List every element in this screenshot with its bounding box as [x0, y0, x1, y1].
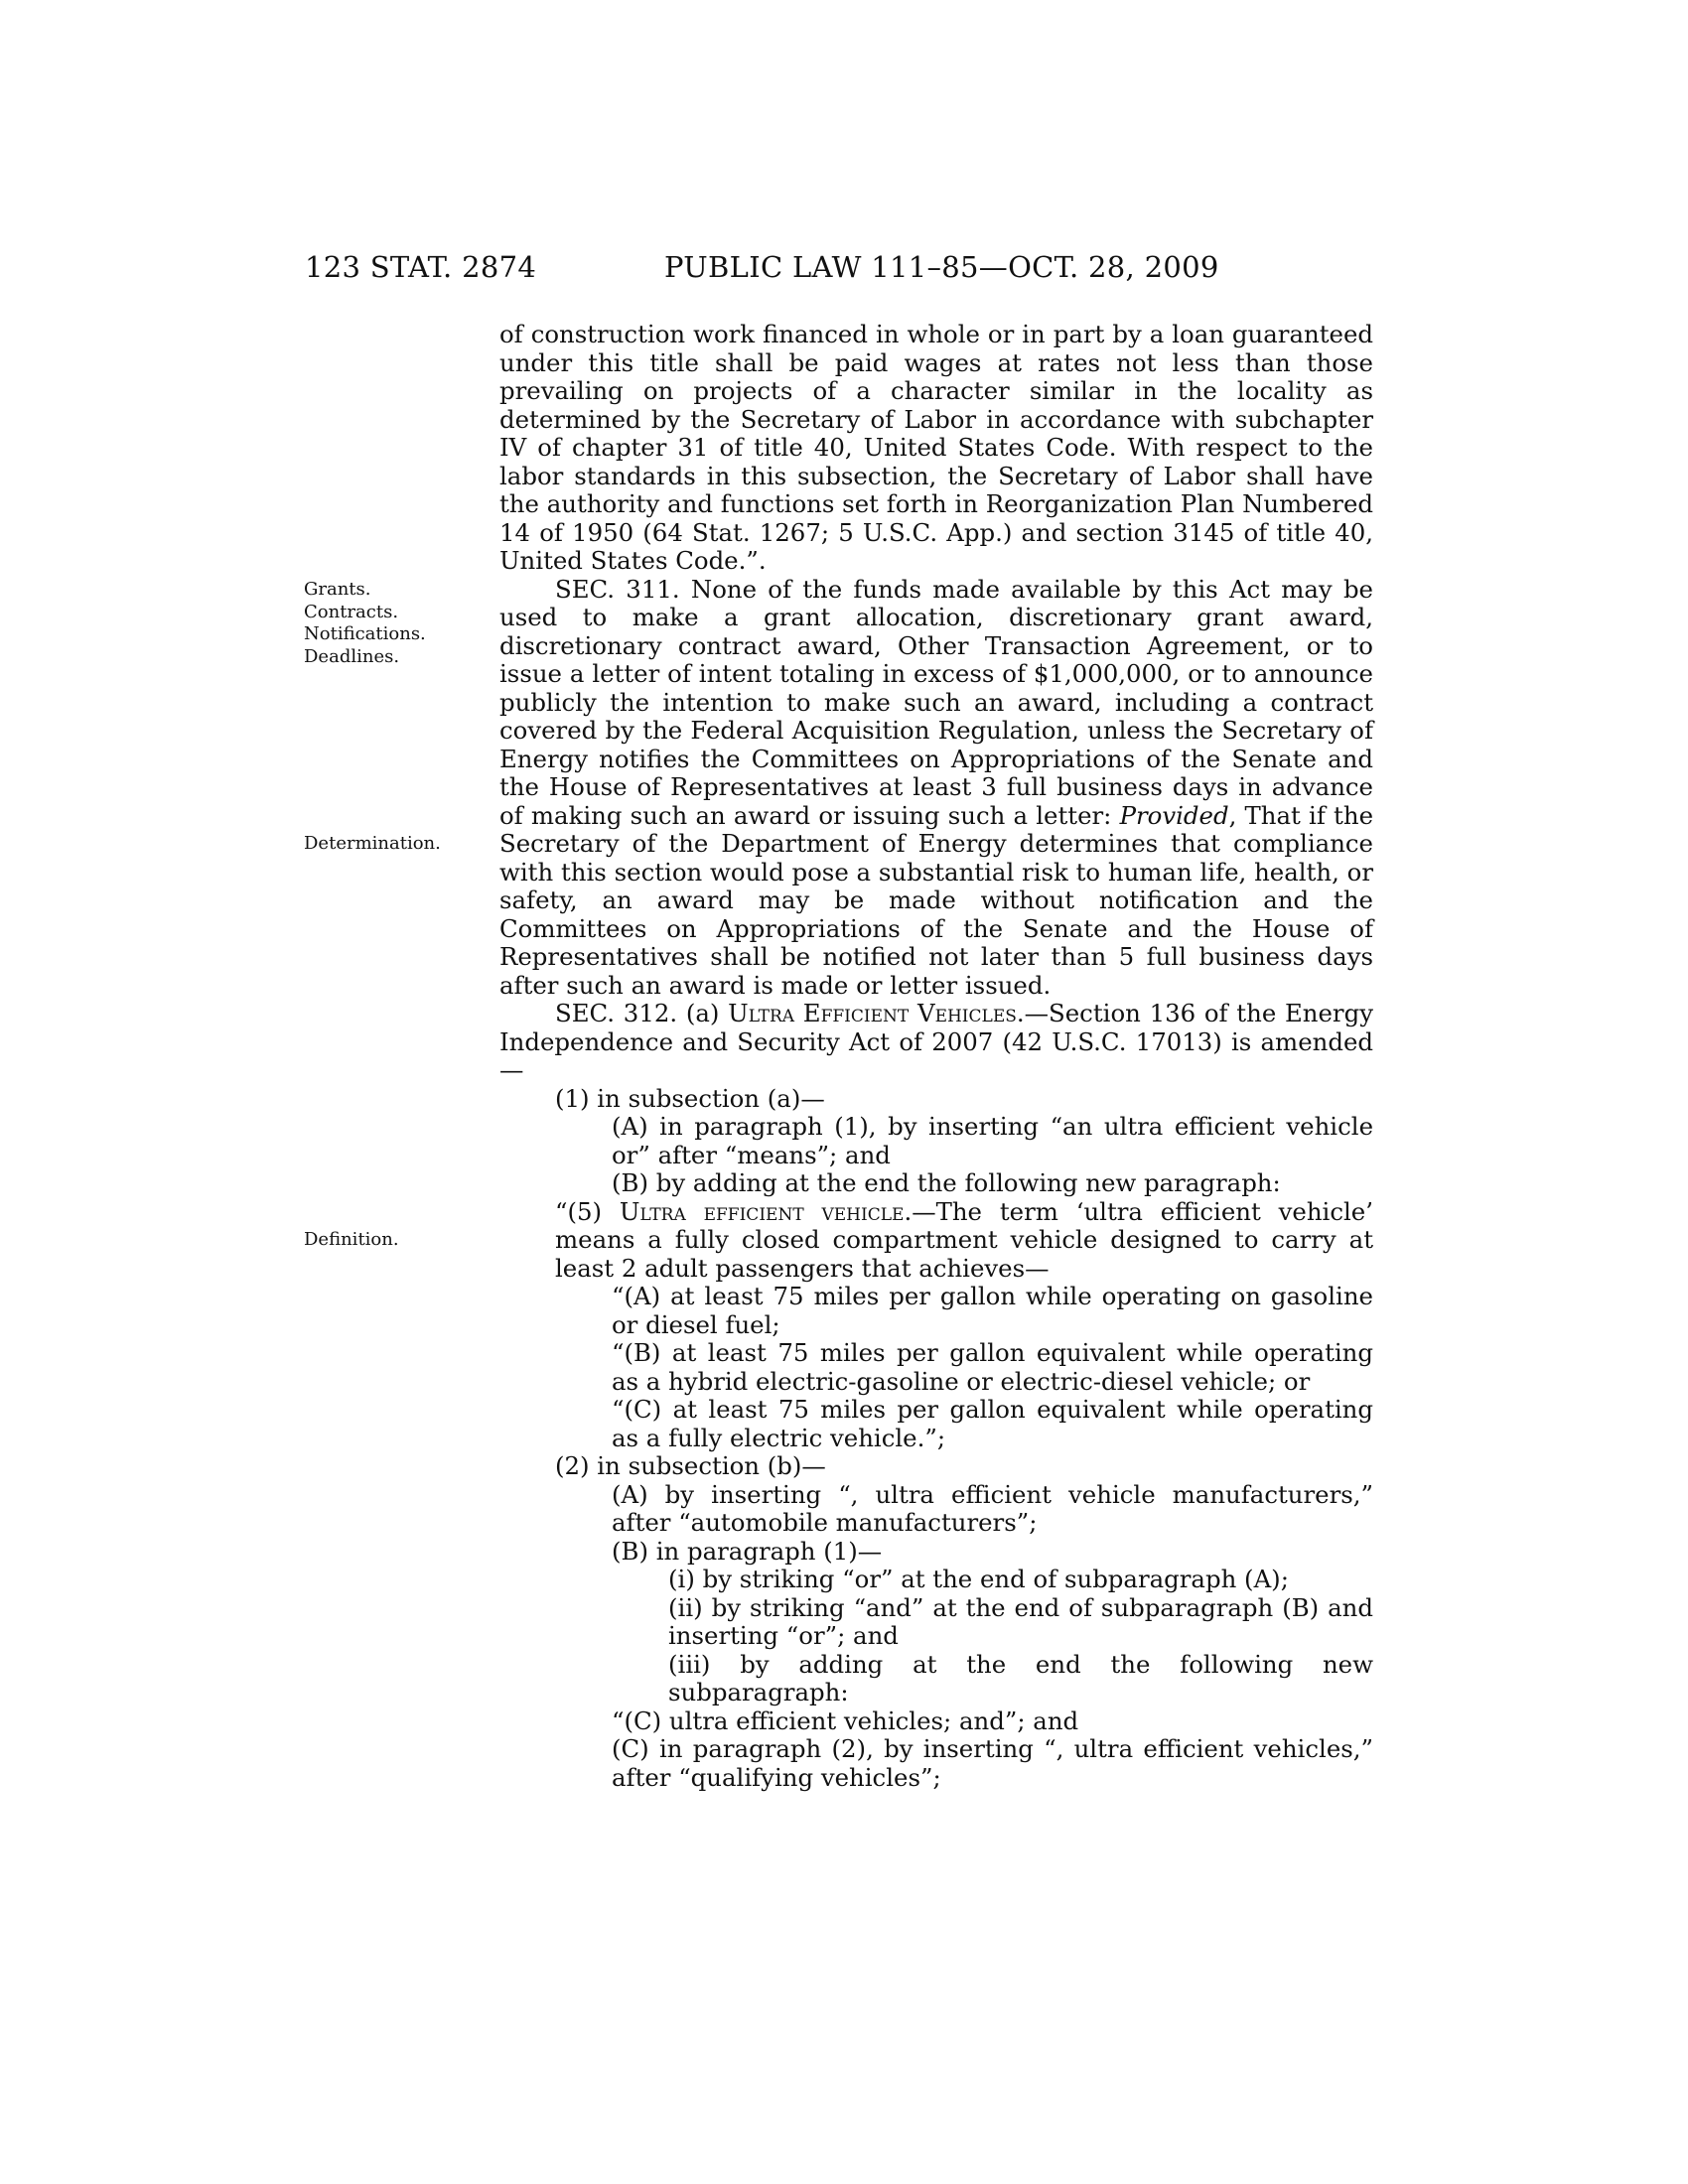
quote-5-text: .—The term ‘ultra efficient vehicle’ means a fully closed compartment vehicle designed to carry at least 2 adult passengers that achieves— [555, 1196, 1373, 1283]
list-item: (C) in paragraph (2), by inserting “, ultra efficient vehicles,” after “qualifying vehicles”; [612, 1734, 1373, 1792]
margin-note-grants [304, 579, 426, 668]
section-label: SEC. 311. [555, 574, 680, 604]
page-header [0, 250, 1688, 290]
list-item: (A) by inserting “, ultra efficient vehicle manufacturers,” after “automobile manufacturers”; [612, 1479, 1373, 1537]
margin-note-determination: Determination. [304, 833, 441, 854]
quoted-subparagraph: “(B) at least 75 miles per gallon equivalent while operating as a hybrid electric-gasoline or electric-diesel vehicle; or [612, 1338, 1373, 1396]
list-item: (iii) by adding at the end the following new subparagraph: [668, 1649, 1373, 1706]
margin-note-line: Contracts. [304, 601, 399, 622]
quoted-subparagraph: “(C) ultra efficient vehicles; and”; and [612, 1706, 1079, 1735]
list-item: (1) in subsection (a)— [555, 1083, 825, 1113]
margin-note-definition: Definition. [304, 1229, 399, 1250]
quote-5-heading: Ultra efficient vehicle [619, 1196, 905, 1226]
section-label: SEC. 312. [555, 999, 678, 1027]
list-item: (B) by adding at the end the following new paragraph: [612, 1168, 1281, 1197]
provided-term: Provided [1119, 800, 1229, 830]
quoted-subparagraph: “(C) at least 75 miles per gallon equivalent while operating as a fully electric vehicle.”; [612, 1395, 1373, 1452]
section-311 [499, 576, 1373, 1001]
quote-5-number: “(5) [555, 1196, 620, 1226]
margin-note-line: Deadlines. [304, 645, 400, 667]
document-body [499, 321, 1373, 1792]
public-law-title: PUBLIC LAW 111–85—OCT. 28, 2009 [664, 250, 1219, 284]
list-item: (A) in paragraph (1), by inserting “an ultra efficient vehicle or” after “means”; and [612, 1112, 1373, 1169]
list-item: (2) in subsection (b)— [555, 1451, 826, 1480]
quoted-paragraph-5 [499, 1198, 1373, 1284]
section-heading: Ultra Efficient Vehicles [728, 999, 1017, 1027]
section-311-text-b: , That if the Secretary of the Department of Energy determines that compliance with this section would pose a substantial risk to human life, health, or safety, an award may be made without notification and the Committees on Appropriations of the Senate and the House of Representatives shall be notified not later than 5 full business days after such an award is made or letter issued. [499, 800, 1373, 1000]
list-item: (i) by striking “or” at the end of subparagraph (A); [668, 1565, 1289, 1593]
section-312-text-a: (a) [677, 999, 729, 1027]
stat-citation: 123 STAT. 2874 [305, 250, 537, 284]
section-312 [499, 1000, 1373, 1085]
margin-note-line: Grants. [304, 579, 371, 600]
list-item: (B) in paragraph (1)— [612, 1536, 883, 1566]
quoted-subparagraph: “(A) at least 75 miles per gallon while operating on gasoline or diesel fuel; [612, 1282, 1373, 1339]
list-item: (ii) by striking “and” at the end of subparagraph (B) and inserting “or”; and [668, 1592, 1373, 1650]
section-312-text-b: .—Section 136 of the Energy Independence and Security Act of 2007 (42 U.S.C. 17013) is amended— [499, 999, 1373, 1084]
section-311-text-a: None of the funds made available by this Act may be used to make a grant allocation, discretionary grant award, discretionary contract award, Other Transaction Agreement, or to issue a letter of intent totaling in excess of $1,000,000, or to announce publicly the intention to make such an award, including a contract covered by the Federal Acquisition Regulation, unless the Secretary of Energy notifies the Committees on Appropriations of the Senate and the House of Representatives at least 3 full business days in advance of making such an award or issuing such a letter: [499, 574, 1373, 830]
paragraph-continuation: of construction work financed in whole or in part by a loan guaranteed under this title shall be paid wages at rates not less than those prevailing on projects of a character similar in the locality as determined by the Secretary of Labor in accordance with subchapter IV of chapter 31 of title 40, United States Code. With respect to the labor standards in this subsection, the Secretary of Labor shall have the authority and functions set forth in Reorganization Plan Numbered 14 of 1950 (64 Stat. 1267; 5 U.S.C. App.) and section 3145 of title 40, United States Code.”. [499, 320, 1373, 575]
margin-note-line: Notifications. [304, 623, 426, 644]
